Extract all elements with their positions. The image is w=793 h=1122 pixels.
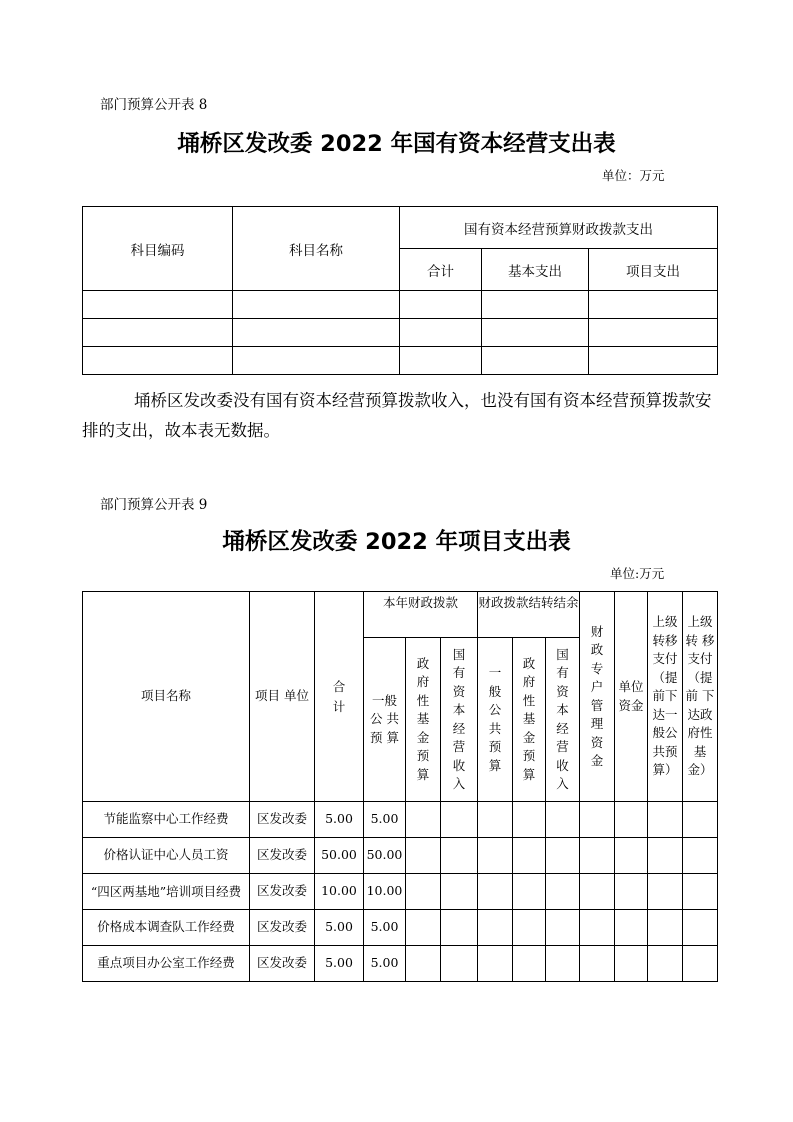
table-row — [83, 347, 718, 375]
header-current-year-group: 本年财政拨款 — [364, 592, 478, 638]
table-8-label: 部门预算公开表 8 — [100, 97, 208, 113]
header-carry-gov-fund-text: 政 府 性 基 金 预 算 — [522, 655, 536, 782]
state-capital-expenditure-table — [82, 206, 718, 375]
table-9-unit: 单位:万元 — [610, 566, 665, 581]
table-8-title: 埇桥区发改委 2022 年国有资本经营支出表 — [177, 131, 616, 157]
header-general-public-budget — [364, 638, 406, 802]
header-carry-general-budget-text: 一 般 公 共 预 算 — [488, 665, 502, 773]
table-8-unit: 单位：万元 — [602, 168, 665, 183]
general-budget-cell: 5.00 — [364, 946, 406, 982]
header-subject-name: 科目名称 — [233, 207, 400, 291]
project-name-cell: 重点项目办公室工作经费 — [83, 946, 250, 982]
header-upper-transfer-fund-text: 上级 转 移 支付 （提 前 下 达政 府性 基 金） — [685, 614, 715, 778]
header-upper-transfer-general — [648, 592, 683, 802]
project-name-cell: 价格成本调查队工作经费 — [83, 910, 250, 946]
header-gov-fund-budget-text: 政 府 性 基 金 预 算 — [416, 655, 430, 782]
header-total: 合计 — [400, 249, 482, 291]
header-general-public-budget-text: 一般 公 共 预 算 — [370, 692, 399, 745]
general-budget-cell: 50.00 — [364, 838, 406, 874]
header-project-name: 项目名称 — [83, 592, 250, 802]
header-carry-state-capital-text: 国 有 资 本 经 营 收 入 — [556, 646, 569, 791]
table-row — [83, 946, 718, 982]
total-cell: 5.00 — [315, 910, 364, 946]
header-carryover-group: 财政拨款结转结余 — [478, 592, 580, 638]
header-basic-expenditure: 基本支出 — [482, 249, 589, 291]
project-unit-cell: 区发改委 — [250, 946, 315, 982]
total-cell: 50.00 — [315, 838, 364, 874]
no-data-note: 埇桥区发改委没有国有资本经营预算拨款收入，也没有国有资本经营预算拨款安排的支出，故本表无数据。 — [82, 391, 712, 440]
header-upper-transfer-fund — [683, 592, 718, 802]
total-cell: 5.00 — [315, 946, 364, 982]
header-unit-funds-text: 单位 资金 — [618, 679, 644, 713]
table-row — [83, 319, 718, 347]
project-expenditure-table — [82, 591, 718, 982]
header-special-account-funds — [580, 592, 615, 802]
table-row — [83, 874, 718, 910]
total-cell: 10.00 — [315, 874, 364, 910]
general-budget-cell: 5.00 — [364, 802, 406, 838]
header-upper-transfer-general-text: 上级 转移 支付 （提 前下 达一 般公 共预 算） — [652, 614, 678, 778]
header-unit-funds — [615, 592, 648, 802]
project-unit-cell: 区发改委 — [250, 838, 315, 874]
header-project-expenditure: 项目支出 — [589, 249, 718, 291]
total-cell: 5.00 — [315, 802, 364, 838]
table-9-label: 部门预算公开表 9 — [100, 497, 208, 513]
general-budget-cell: 10.00 — [364, 874, 406, 910]
header-project-unit: 项目 单位 — [250, 592, 315, 802]
header-total — [315, 592, 364, 802]
table-row — [83, 838, 718, 874]
header-total-text: 合计 — [332, 678, 346, 714]
header-state-capital-income-text: 国 有 资 本 经 营 收 入 — [452, 646, 466, 791]
project-unit-cell: 区发改委 — [250, 910, 315, 946]
header-special-account-text: 财 政 专 户 管 理 资 金 — [590, 623, 604, 768]
table-row — [83, 910, 718, 946]
header-carry-general-budget — [478, 638, 513, 802]
header-subject-code: 科目编码 — [83, 207, 233, 291]
header-carry-gov-fund — [513, 638, 546, 802]
header-carry-state-capital — [546, 638, 580, 802]
table-row — [83, 291, 718, 319]
table-9-title: 埇桥区发改委 2022 年项目支出表 — [222, 529, 571, 555]
header-state-capital-income — [441, 638, 478, 802]
header-gov-fund-budget — [406, 638, 441, 802]
project-name-cell: “四区两基地”培训项目经费 — [83, 874, 250, 910]
project-unit-cell: 区发改委 — [250, 802, 315, 838]
project-unit-cell: 区发改委 — [250, 874, 315, 910]
header-state-capital-group: 国有资本经营预算财政拨款支出 — [400, 207, 718, 249]
table-row — [83, 802, 718, 838]
project-name-cell: 节能监察中心工作经费 — [83, 802, 250, 838]
general-budget-cell: 5.00 — [364, 910, 406, 946]
project-name-cell: 价格认证中心人员工资 — [83, 838, 250, 874]
